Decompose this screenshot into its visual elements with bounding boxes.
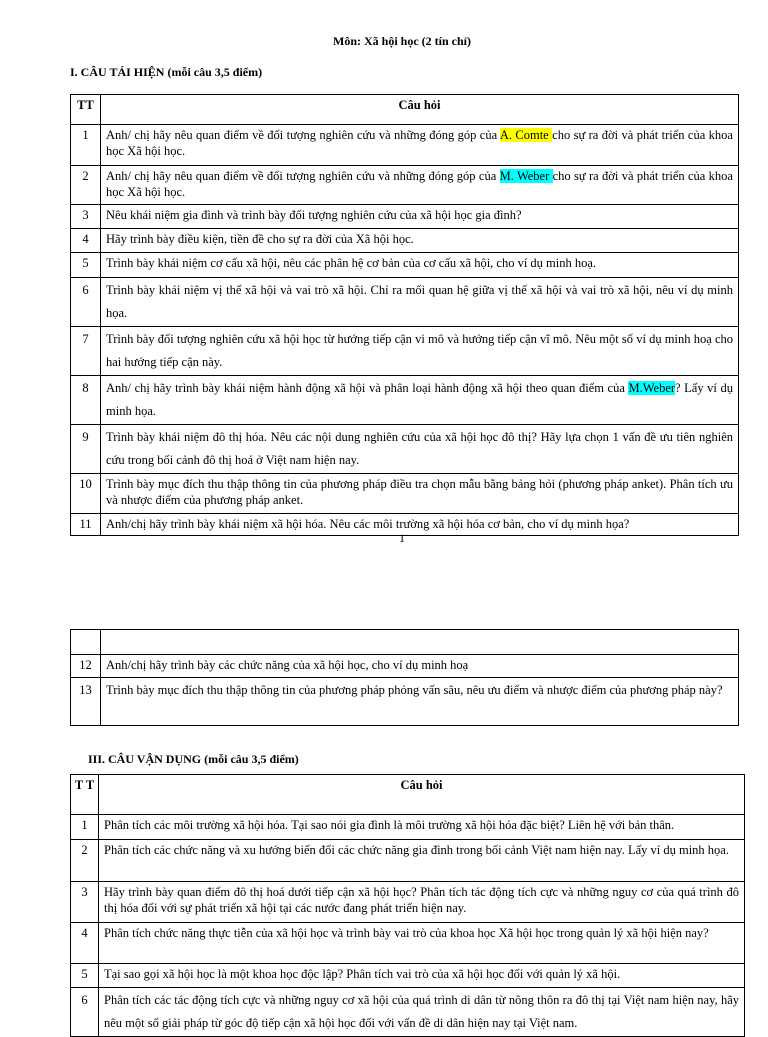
- row-number: 3: [71, 882, 99, 923]
- row-number: 13: [71, 678, 101, 726]
- question-text: Trình bày khái niệm cơ cấu xã hội, nêu các phân hệ cơ bản của cơ cấu xã hội, cho ví dụ minh hoạ.: [101, 253, 739, 278]
- highlight-mweber: M.Weber: [628, 381, 676, 395]
- question-text: Anh/chị hãy trình bày khái niệm xã hội hóa. Nêu các môi trường xã hội hóa cơ bản, cho ví dụ minh họa?: [101, 514, 739, 536]
- table-row: [71, 474, 739, 514]
- questions-table-recall: [70, 94, 739, 536]
- row-number: 5: [71, 253, 101, 278]
- question-text: Trình bày khái niệm đô thị hóa. Nêu các nội dung nghiên cứu của xã hội học đô thị? Hãy lựa chọn 1 vấn đề ưu tiên nghiên cứu trong bối cảnh đô thị hoá ở Việt nam hiện nay.: [101, 425, 739, 474]
- table-row: [71, 988, 745, 1037]
- table-row: [71, 253, 739, 278]
- row-number: 11: [71, 514, 101, 536]
- question-text: Phân tích các chức năng và xu hướng biến đổi các chức năng gia đình trong bối cảnh Việt nam hiện nay. Lấy ví dụ minh họa.: [99, 840, 745, 882]
- table-row: [71, 964, 745, 988]
- row-number: 6: [71, 988, 99, 1037]
- header-question: Câu hỏi: [101, 95, 739, 125]
- table-row: [71, 278, 739, 327]
- row-number: [71, 630, 101, 655]
- question-text: [101, 630, 739, 655]
- table-row: [71, 327, 739, 376]
- section-heading-recall: I. CÂU TÁI HIỆN (mỗi câu 3,5 điểm): [70, 65, 263, 79]
- question-text: Nêu khái niệm gia đình và trình bày đối tượng nghiên cứu của xã hội học gia đình?: [101, 205, 739, 229]
- document-title: Môn: Xã hội học (2 tín chỉ): [333, 34, 471, 48]
- table-row: [71, 376, 739, 425]
- question-text: Anh/ chị hãy trình bày khái niệm hành động xã hội và phân loại hành động xã hội theo quan điểm của M.Weber? Lấy ví dụ minh họa.: [101, 376, 739, 425]
- row-number: 7: [71, 327, 101, 376]
- row-number: 10: [71, 474, 101, 514]
- question-text: Trình bày mục đích thu thập thông tin của phương pháp điều tra chọn mẫu bằng bảng hỏi (phương pháp anket). Phân tích ưu và nhược điểm của phương pháp anket.: [101, 474, 739, 514]
- highlight-weber: M. Weber: [499, 169, 553, 183]
- question-text: Anh/ chị hãy nêu quan điểm về đối tượng nghiên cứu và những đóng góp của A. Comte cho sự ra đời và phát triển của khoa học Xã hội học.: [101, 125, 739, 166]
- row-number: 6: [71, 278, 101, 327]
- row-number: 8: [71, 376, 101, 425]
- row-number: 12: [71, 655, 101, 678]
- table-row: [71, 678, 739, 726]
- table-row: [71, 815, 745, 840]
- row-number: 5: [71, 964, 99, 988]
- question-text: Hãy trình bày quan điểm đô thị hoá dưới tiếp cận xã hội học? Phân tích tác động tích cực và những nguy cơ của quá trình đô thị hóa đối với sự phát triển xã hội tại các nước đang phát triển hiện nay.: [99, 882, 745, 923]
- question-text: Phân tích chức năng thực tiễn của xã hội học và trình bày vai trò của khoa học Xã hội học trong quản lý xã hội hiện nay?: [99, 923, 745, 964]
- section-heading-application: III. CÂU VẬN DỤNG (mỗi câu 3,5 điểm): [88, 752, 299, 766]
- question-text: Trình bày mục đích thu thập thông tin của phương pháp phỏng vấn sâu, nêu ưu điểm và nhược điểm của phương pháp này?: [101, 678, 739, 726]
- questions-table-application: [70, 774, 745, 1037]
- row-number: 1: [71, 815, 99, 840]
- table-row: [71, 229, 739, 253]
- questions-table-continued: [70, 629, 739, 726]
- table-row: [71, 655, 739, 678]
- question-text: Anh/ chị hãy nêu quan điểm về đối tượng nghiên cứu và những đóng góp của M. Weber cho sự ra đời và phát triển của khoa học Xã hội học.: [101, 166, 739, 205]
- row-number: 4: [71, 229, 101, 253]
- table-row: [71, 923, 745, 964]
- table-row: [71, 882, 745, 923]
- question-text: Trình bày đối tượng nghiên cứu xã hội học từ hướng tiếp cận vi mô và hướng tiếp cận vĩ mô. Nêu một số ví dụ minh hoạ cho hai hướng tiếp cận này.: [101, 327, 739, 376]
- table-row: [71, 840, 745, 882]
- table-row: [71, 630, 739, 655]
- question-text: Phân tích các môi trường xã hội hóa. Tại sao nói gia đình là môi trường xã hội hóa đặc biệt? Liên hệ với bản thân.: [99, 815, 745, 840]
- row-number: 9: [71, 425, 101, 474]
- question-text: Hãy trình bày điều kiện, tiền đề cho sự ra đời của Xã hội học.: [101, 229, 739, 253]
- question-text: Anh/chị hãy trình bày các chức năng của xã hội học, cho ví dụ minh hoạ: [101, 655, 739, 678]
- row-number: 3: [71, 205, 101, 229]
- header-tt: TT: [71, 95, 101, 125]
- table-row: [71, 425, 739, 474]
- table-row: [71, 166, 739, 205]
- question-text: Phân tích các tác động tích cực và những nguy cơ xã hội của quá trình di dân từ nông thôn ra đô thị tại Việt nam hiện nay, hãy nêu một số giải pháp từ góc độ tiếp cận xã hội học đối với vấn đề di dân hiện nay tại Việt nam.: [99, 988, 745, 1037]
- table-row: [71, 125, 739, 166]
- row-number: 2: [71, 166, 101, 205]
- row-number: 2: [71, 840, 99, 882]
- page-number: 1: [399, 531, 405, 545]
- header-tt: T T: [71, 775, 99, 815]
- header-question: Câu hỏi: [99, 775, 745, 815]
- row-number: 1: [71, 125, 101, 166]
- question-text: Tại sao gọi xã hội học là một khoa học độc lập? Phân tích vai trò của xã hội học đối với quản lý xã hội.: [99, 964, 745, 988]
- highlight-comte: A. Comte: [499, 128, 553, 142]
- table-row: [71, 205, 739, 229]
- row-number: 4: [71, 923, 99, 964]
- question-text: Trình bày khái niệm vị thế xã hội và vai trò xã hội. Chỉ ra mối quan hệ giữa vị thế xã hội và vai trò xã hội, nêu ví dụ minh họa.: [101, 278, 739, 327]
